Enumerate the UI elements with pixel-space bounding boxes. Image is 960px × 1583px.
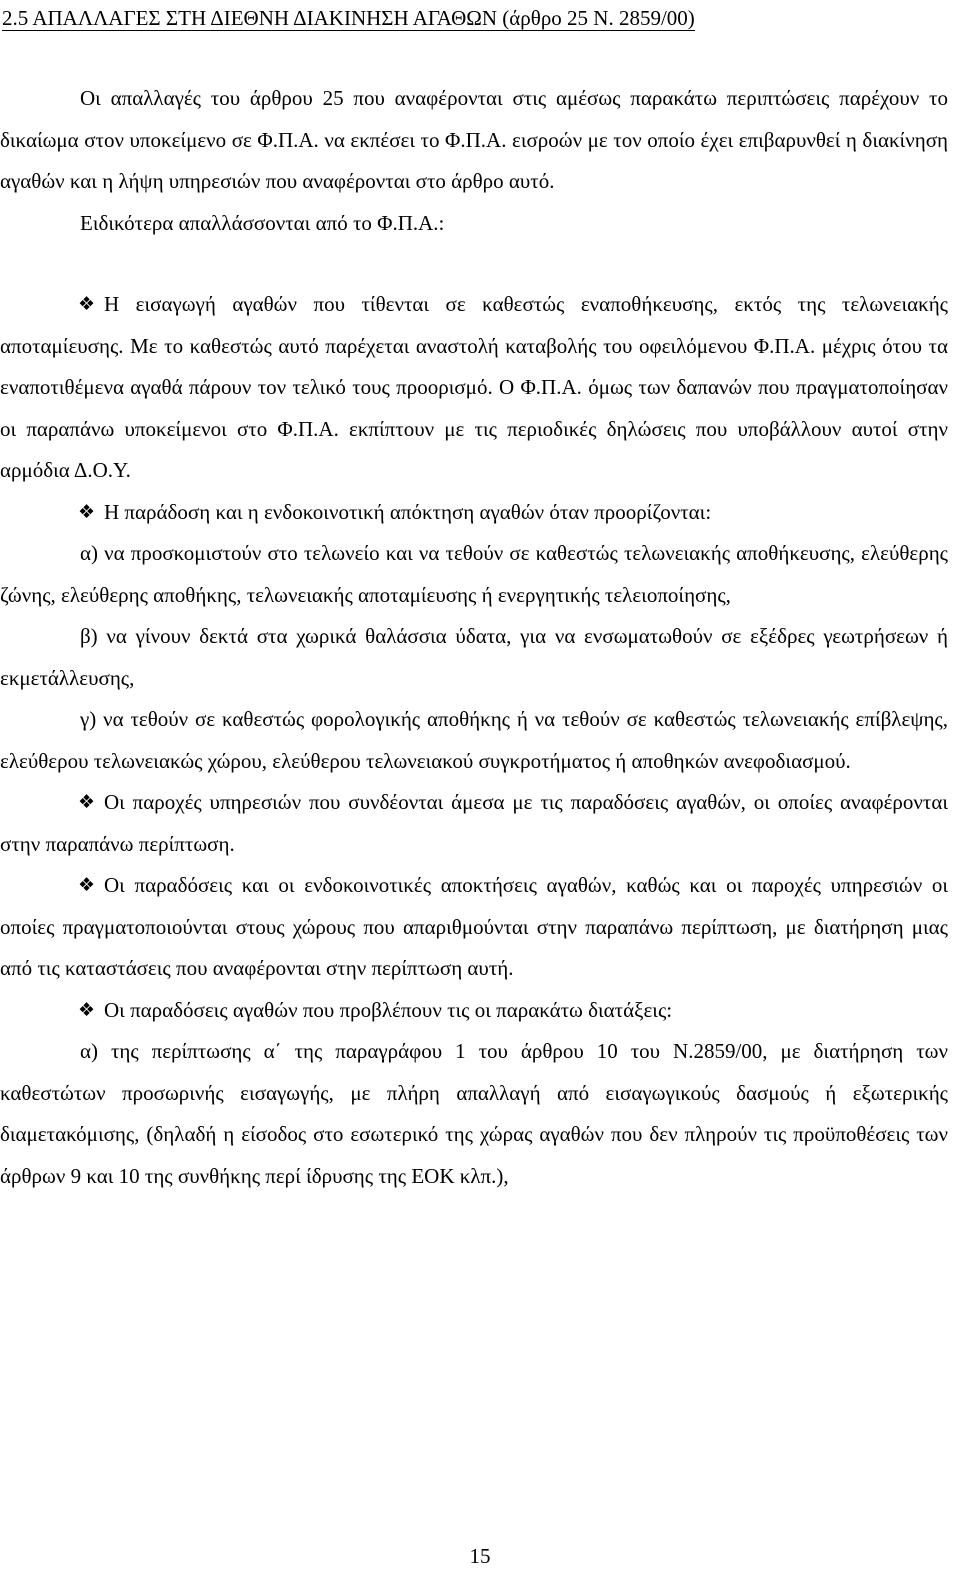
- bullet-item: [0, 990, 948, 1032]
- section-title: 2.5 ΑΠΑΛΛΑΓΕΣ ΣΤΗ ΔΙΕΘΝΗ ΔΙΑΚΙΝΗΣΗ ΑΓΑΘΩΝ (άρθρο 25 Ν. 2859/00): [2, 6, 695, 30]
- bullet-text: Οι παραδόσεις αγαθών που προβλέπουν τις οι παρακάτω διατάξεις:: [104, 997, 673, 1022]
- bullet-item: [0, 865, 948, 990]
- bullet-text: Η παράδοση και η ενδοκοινοτική απόκτηση αγαθών όταν προορίζονται:: [104, 499, 712, 524]
- bullet-item: [0, 492, 948, 534]
- diamond-bullet-icon: ❖: [78, 293, 96, 315]
- intro-paragraph: Οι απαλλαγές του άρθρου 25 που αναφέρονται στις αμέσως παρακάτω περιπτώσεις παρέχουν το δικαίωμα στον υποκείμενο σε Φ.Π.Α. να εκπέσει το Φ.Π.Α. εισροών με τον οποίο έχει επιβαρυνθεί η διακίνηση αγαθών και η λήψη υπηρεσιών που αναφέρονται στο άρθρο αυτό.: [0, 86, 948, 193]
- spacer: [0, 244, 948, 284]
- sub-item: γ) να τεθούν σε καθεστώς φορολογικής αποθήκης ή να τεθούν σε καθεστώς τελωνειακής επίβλεψης, ελεύθερου τελωνειακώς χώρου, ελεύθερου τελωνειακού συγκροτήματος ή αποθηκών ανεφοδιασμού.: [0, 707, 948, 773]
- bullet-text: Οι παροχές υπηρεσιών που συνδέονται άμεσα με τις παραδόσεις αγαθών, οι οποίες αναφέρονται στην παραπάνω περίπτωση.: [0, 790, 948, 856]
- diamond-bullet-icon: ❖: [78, 874, 96, 896]
- bullet-text: Οι παραδόσεις και οι ενδοκοινοτικές αποκτήσεις αγαθών, καθώς και οι παροχές υπηρεσιών οι οποίες πραγματοποιούνται στους χώρους που απαριθμούνται στην παραπάνω περίπτωση, με διατήρηση μιας από τις καταστάσεις που αναφέρονται στην περίπτωση αυτή.: [0, 873, 948, 980]
- sub-item: α) να προσκομιστούν στο τελωνείο και να τεθούν σε καθεστώς τελωνειακής αποθήκευσης, ελεύθερης ζώνης, ελεύθερης αποθήκης, τελωνειακής αποταμίευσης ή ενεργητικής τελειοποίησης,: [0, 541, 948, 607]
- bullet-item: [0, 284, 948, 492]
- intro-lead-paragraph: Ειδικότερα απαλλάσσονται από το Φ.Π.Α.:: [80, 210, 445, 235]
- bullet-text: Η εισαγωγή αγαθών που τίθενται σε καθεστώς εναποθήκευσης, εκτός της τελωνειακής αποταμίευσης. Με το καθεστώς αυτό παρέχεται αναστολή καταβολής του οφειλόμενου Φ.Π.Α. μέχρις ότου τα εναποτιθέμενα αγαθά πάρουν τον τελικό τους προορισμό. Ο Φ.Π.Α. όμως των δαπανών που πραγματοποίησαν οι παραπάνω υποκείμενοι στο Φ.Π.Α. εκπίπτουν με τις περιοδικές δηλώσεις που υποβάλλουν αυτοί στην αρμόδια Δ.Ο.Υ.: [0, 292, 948, 482]
- bullet-item: [0, 782, 948, 865]
- diamond-bullet-icon: ❖: [78, 791, 96, 813]
- sub-item: α) της περίπτωσης α΄ της παραγράφου 1 του άρθρου 10 του Ν.2859/00, με διατήρηση των καθεστώτων προσωρινής εισαγωγής, με πλήρη απαλλαγή από εισαγωγικούς δασμούς ή εξωτερικής διαμετακόμισης, (δηλαδή η είσοδος στο εσωτερικό της χώρας αγαθών που δεν πληρούν τις προϋποθέσεις των άρθρων 9 και 10 της συνθήκης περί ίδρυσης της ΕΟΚ κλπ.),: [0, 1039, 948, 1188]
- diamond-bullet-icon: ❖: [78, 500, 96, 523]
- page-number: 15: [469, 1544, 491, 1568]
- sub-item: β) να γίνουν δεκτά στα χωρικά θαλάσσια ύδατα, για να ενσωματωθούν σε εξέδρες γεωτρήσεων ή εκμετάλλευσης,: [0, 624, 948, 690]
- document-body: [0, 78, 948, 1197]
- diamond-bullet-icon: ❖: [78, 998, 96, 1021]
